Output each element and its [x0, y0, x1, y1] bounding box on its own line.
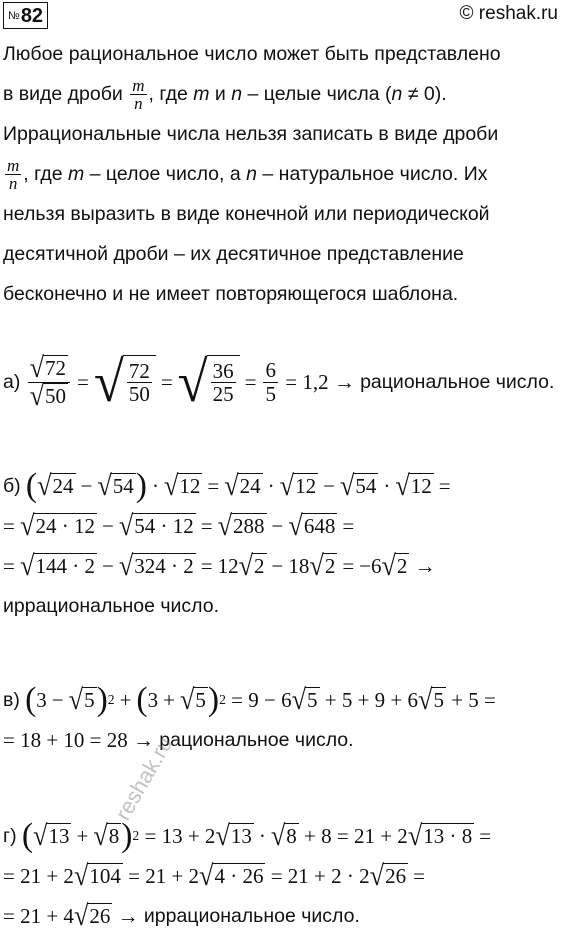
intro-line-3: Иррациональные числа нельзя записать в виде дроби [3, 123, 499, 145]
intro-line-6: десятичной дроби – их десятичное представление [3, 243, 464, 265]
solution-a: а) √ 72 √ 50 = √ $\frac{72}{50}$ = √ $\frac{36}{25}$ = $\frac{6}{5}$ = 1,2 → рациональное число. [3, 349, 555, 414]
sqrt-72-50: √ $\frac{72}{50}$ [94, 355, 156, 410]
intro-line-7: бесконечно и не имеет повторяющегося шаблона. [3, 283, 459, 305]
intro-text [3, 34, 559, 314]
solution-v: в) ( 3 − √ 5 ) 2 + ( 3 + √ 5 ) 2 = 9 − 6 √ 5 + 5 + 9 + 6 √ 5 + 5 = = 18 + 10 = 28 → рациональное число. [3, 681, 496, 752]
header [3, 2, 558, 32]
solution-g: г) ( √ 13 + √ 8 ) 2 = 13 + 2 √ 13 · √ 8 + 8 = 21 + 2 √ 13 · 8 = = 21 + 2 √ 104 = 21 + 2 √ 4 · 26 = 21 + 2 · 2 √ 26 = = 21 + 4 √ 26 → иррациональное число. [3, 817, 492, 932]
intro-line-5: нельзя выразить в виде конечной или периодической [3, 203, 490, 225]
task-number-badge: №82 [3, 2, 48, 29]
intro-line-2: в виде дроби $\frac{m}{n}$ , где m и n – целые числа (n ≠ 0). [3, 75, 447, 114]
fraction-m-n: $\frac{m}{n}$ [7, 155, 20, 194]
site-credit[interactable]: © reshak.ru [459, 3, 558, 24]
solution-b: б) ( √ 24 − √ 54 ) · √ 12 = √ 24 · √ 12 − √ 54 · √ 12 = = √ 24 · 12 − √ 54 · 12 = √ 288 − √ 648 = = √ 144 · 2 − √ 324 · 2 = 12 √ 2 − 18 √ 2 = −6 √ 2 → иррациональное число. [3, 467, 451, 617]
sqrt-36-25: √ $\frac{36}{25}$ [178, 355, 240, 410]
task-number: 82 [20, 5, 44, 27]
fraction-sqrt72-sqrt50: √ 72 √ 50 [28, 355, 70, 409]
intro-line-1: Любое рациональное число может быть представлено [3, 43, 501, 65]
intro-line-4: $\frac{m}{n}$ , где m – целое число, а n – натуральное число. Их [7, 155, 488, 194]
watermark: reshak.ru [110, 732, 178, 825]
fraction-m-n: $\frac{m}{n}$ [132, 75, 145, 114]
